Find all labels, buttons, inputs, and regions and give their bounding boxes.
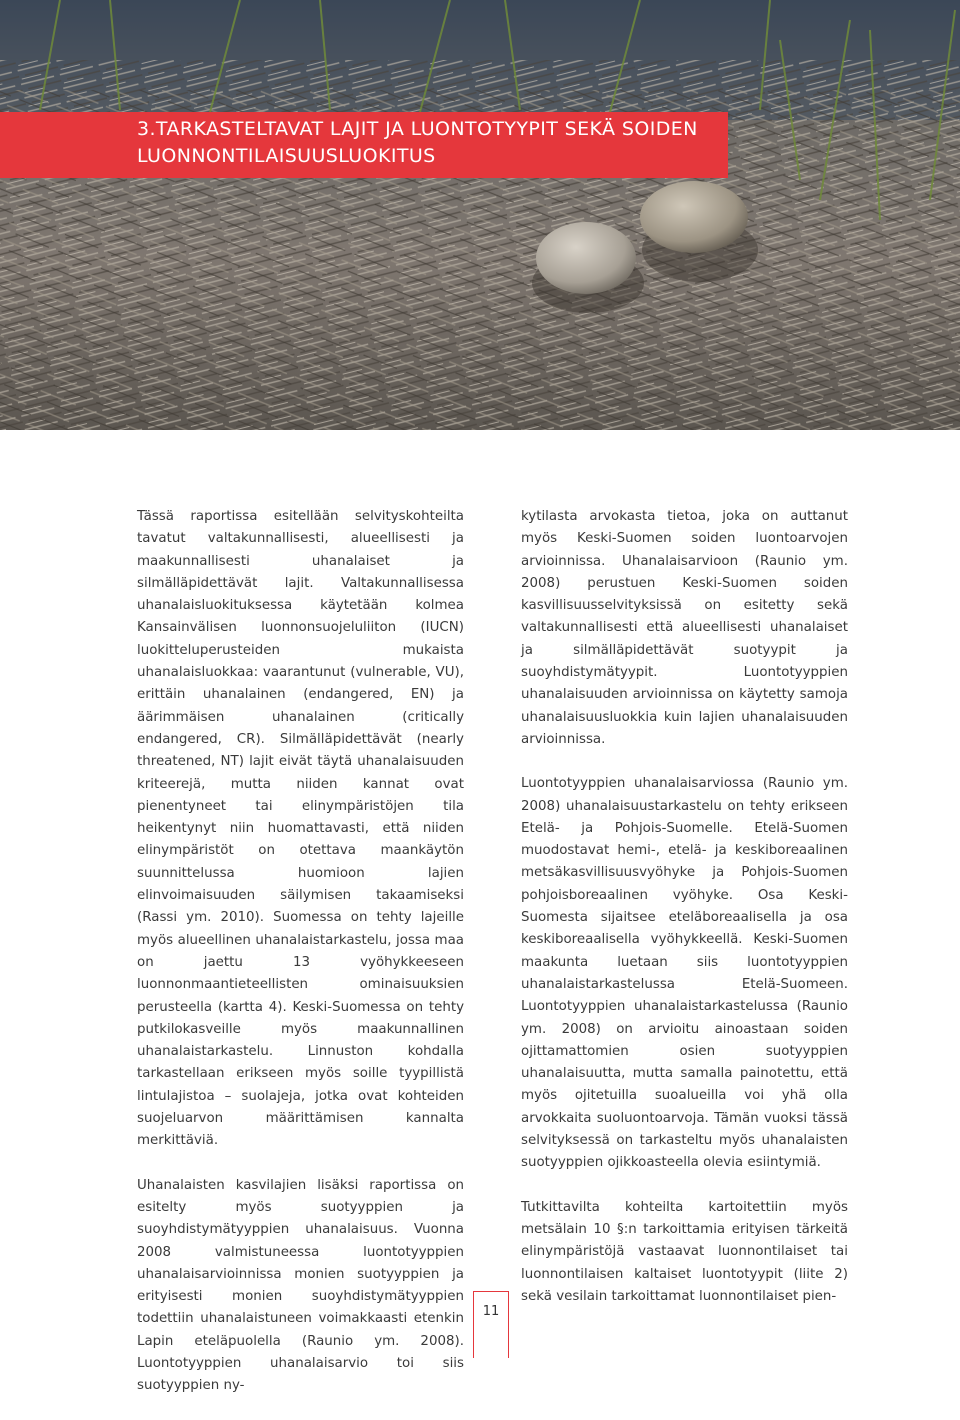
paragraph: Luontotyyppien uhanalaisarviossa (Raunio ym. 2008) uhanalaisuustarkastelu on tehty erikseen Etelä- ja Pohjois-Suomelle. Etelä-Suomen muodostavat hemi-, etelä- ja keskiboreaalinen metsäkasvillisuusvyöhyke ja Pohjois-Suomen pohjoisboreaalinen vyöhyke. Osa Keski-Suomesta sijaitsee eteläboreaalisella ja osa keskiboreaalisella vyöhykkeellä. Keski-Suomen maakunta luetaan siis luontotyyppien uhanalaistarkastelussa Etelä-Suomeen. Luontotyyppien uhanalaistarkastelussa (Raunio ym. 2008) on arvioitu ainoastaan soiden ojittamattomien osien suotyyppien uhanalaisuutta, mutta samalla painotettu, että myös ojitetuilla suoalueilla voi yhä olla arvokkaita suoluontoarvoja. Tämän vuoksi tässä selvityksessä on tarkasteltu myös uhanalaisten suotyyppien ojikkoasteella olevia esiintymiä. bbox=[521, 776, 848, 1171]
page-number-box bbox=[473, 1291, 509, 1358]
egg bbox=[640, 181, 748, 253]
egg bbox=[536, 222, 636, 294]
nest-photo bbox=[0, 0, 960, 430]
section-title: 3.TARKASTELTAVAT LAJIT JA LUONTOTYYPIT SEKÄ SOIDEN LUONNONTILAISUUSLUOKITUS bbox=[137, 118, 698, 167]
paragraph: Tutkittavilta kohteilta kartoitettiin myös metsälain 10 §:n tarkoittamia erityisen tärkeitä elinympäristöjä vastaavat luonnontilaiset tai luonnontilaisen kaltaiset luontotyypit (liite 2) sekä vesilain tarkoittamat luonnontilaiset pien- bbox=[521, 1199, 848, 1304]
nest-photo-illustration bbox=[0, 0, 960, 430]
text-column-right bbox=[521, 506, 848, 1330]
paragraph: kytilasta arvokasta tietoa, joka on auttanut myös Keski-Suomen soiden luontoarvojen arvioinnissa. Uhanalaisarvioon (Raunio ym. 2008) perustuen Keski-Suomen soiden kasvillisuusselvityksissä on esitetty sekä valtakunnallisesti että alueellisesti uhanalaiset ja silmälläpidettävät suotyypit ja suoyhdistymätyypit. Luontotyyppien uhanalaisuuden arvioinnissa on käytetty samoja uhanalaisuusluokkia kuin lajien uhanalaisuuden arvioinnissa. bbox=[521, 509, 848, 747]
paragraph: Tässä raportissa esitellään selvityskohteilta tavatut valtakunnallisesti, alueellisesti ja maakunnallisesti uhanalaiset ja silmälläpidettävät lajit. Valtakunnallisessa uhanalaisluokituksessa käytetään kolmea Kansainvälisen luonnonsuojeluliiton (IUCN) luokitteluperusteiden mukaista uhanalaisluokkaa: vaarantunut (vulnerable, VU), erittäin uhanalainen (endangered, EN) ja äärimmäisen uhanalainen (critically endangered, CR). Silmälläpidettävät (nearly threatened, NT) lajit eivät täytä uhanalaisuuden kriteerejä, mutta niiden kannat ovat pienentyneet tai elinympäristöjen tila heikentynyt niin huomattavasti, että niiden elinympäristöt on otettava maankäytön suunnittelussa huomioon lajien elinvoimaisuuden säilymisen takaamiseksi (Rassi ym. 2010). Suomessa on tehty lajeille myös alueellinen uhanalaistarkastelu, jossa maa on jaettu 13 vyöhykkeeseen luonnonmaantieteellisten ominaisuuksien perusteella (kartta 4). Keski-Suomessa on tehty putkilokasveille myös maakunnallinen uhanalaistarkastelu. Linnuston kohdalla tarkastellaan erikseen myös soille tyypillistä lintulajistoa – suolajeja, jotka ovat kohteiden suojeluarvon määrittämisen kannalta merkittäviä. bbox=[137, 509, 464, 1149]
page-number: 11 bbox=[482, 1304, 500, 1319]
text-column-left bbox=[137, 506, 464, 1420]
paragraph: Uhanalaisten kasvilajien lisäksi raportissa on esitelty myös suotyyppien ja suoyhdistymätyyppien uhanalaisuus. Vuonna 2008 valmistuneessa luontotyyppien uhanalaisarvioinnissa monien suotyyppien ja erityisesti monien suoyhdistymätyyppien todettiin uhanalaistuneen voimakkaasti etenkin Lapin eteläpuolella (Raunio ym. 2008). Luontotyyppien uhanalaisarvio toi siis suotyyppien ny- bbox=[137, 1177, 464, 1394]
